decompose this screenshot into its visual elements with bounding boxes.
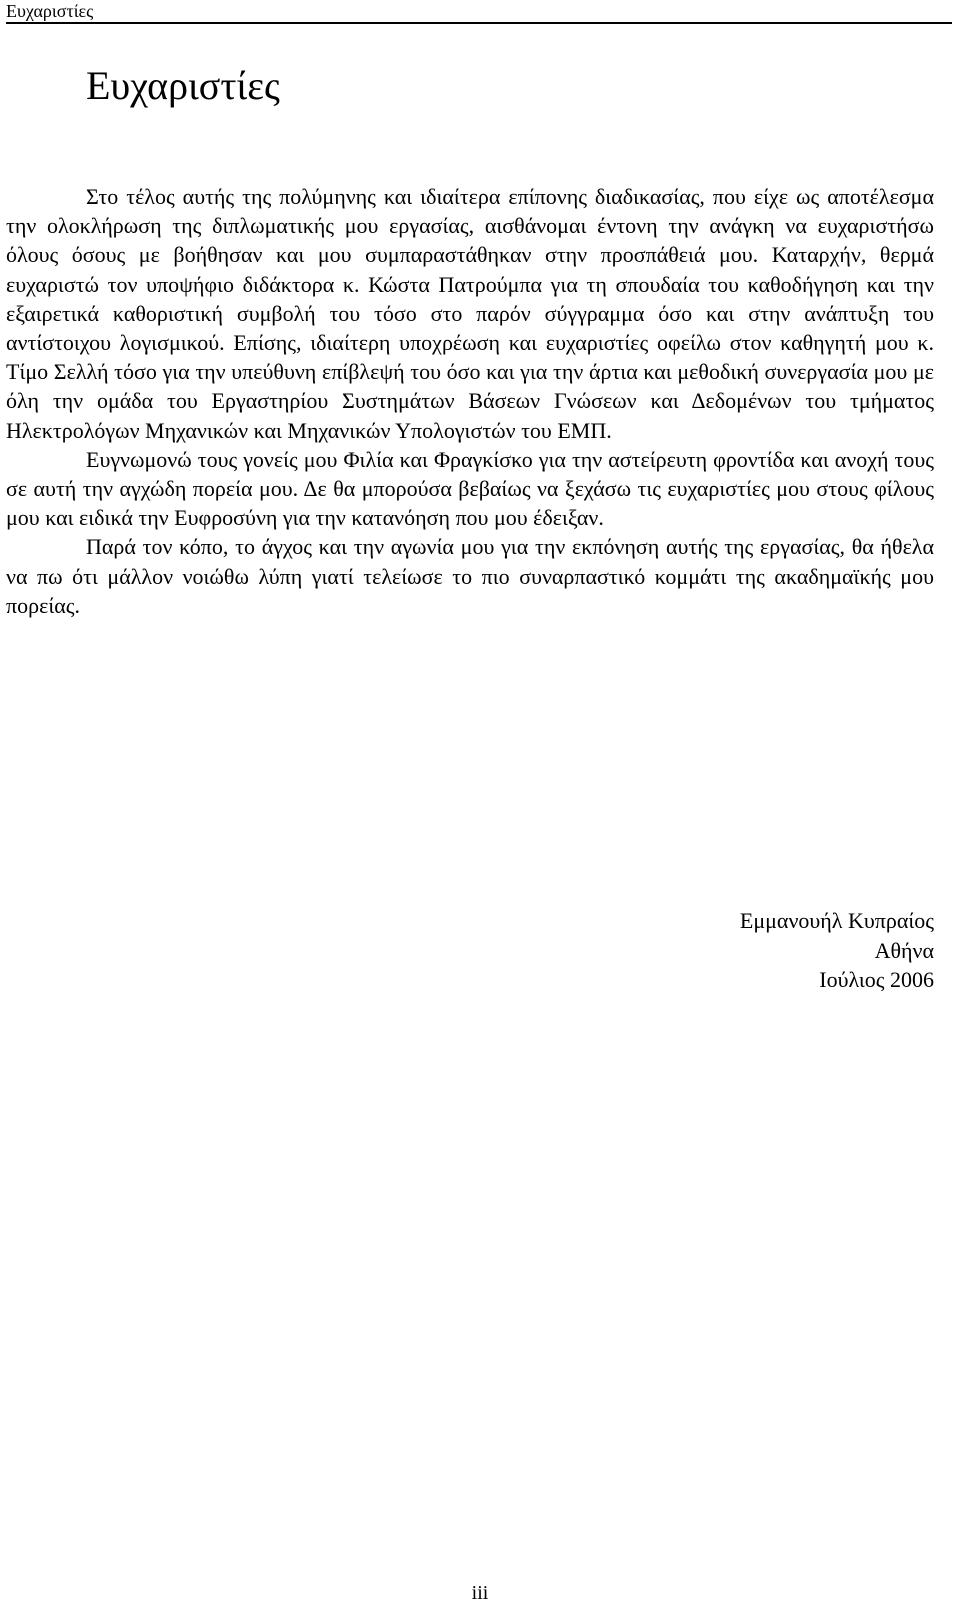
signature-place: Αθήνα xyxy=(874,937,934,963)
paragraph-2: Ευγνωμονώ τους γονείς μου Φιλία και Φραγκίσκο για την αστείρευτη φροντίδα και ανοχή τους σε αυτή την αγχώδη πορεία μου. Δε θα μπορούσα βεβαίως να ξεχάσω τις ευχαριστίες μου στους φίλους μου και ειδικά την Ευφροσύνη για την κατανόηση που μου έδειξαν. xyxy=(6,446,934,531)
running-header xyxy=(6,0,952,24)
page-number: iii xyxy=(471,1582,489,1604)
page-title: Ευχαριστίες xyxy=(86,63,280,108)
paragraph-3: Παρά τον κόπο, το άγχος και την αγωνία μου για την εκπόνηση αυτής της εργασίας, θα ήθελα να πω ότι μάλλον νοιώθω λύπη γιατί τελείωσε το πιο συναρπαστικό κομμάτι της ακαδημαϊκής μου πορείας. xyxy=(6,534,934,618)
running-header-title: Ευχαριστίες xyxy=(6,1,94,21)
signature-block xyxy=(740,906,934,995)
paragraph-1: Στο τέλος αυτής της πολύμηνης και ιδιαίτερα επίπονης διαδικασίας, που είχε ως αποτέλεσμα την ολοκλήρωση της διπλωματικής μου εργασίας, αισθάνομαι έντονη την ανάγκη να ευχαριστήσω όλους όσους με βοήθησαν και μου συμπαραστάθηκαν στην προσπάθειά μου. Καταρχήν, θερμά ευχαριστώ τον υποψήφιο διδάκτορα κ. Κώστα Πατρούμπα για τη σπουδαία του καθοδήγηση και την εξαιρετικά καθοριστική συμβολή του τόσο στο παρόν σύγγραμμα όσο και στην ανάπτυξη του αντίστοιχου λογισμικού. Επίσης, ιδιαίτερη υποχρέωση και ευχαριστίες οφείλω στον καθηγητή μου κ. Τίμο Σελλή τόσο για την υπεύθυνη επίβλεψή του όσο και για την άρτια και μεθοδική συνεργασία μου με όλη την ομάδα του Εργαστηρίου Συστημάτων Βάσεων Γνώσεων και Δεδομένων του τμήματος Ηλεκτρολόγων Μηχανικών και Μηχανικών Υπολογιστών του ΕΜΠ. xyxy=(6,184,934,443)
signature-name: Εμμανουήλ Κυπραίος xyxy=(739,908,934,933)
signature-date: Ιούλιος 2006 xyxy=(819,967,934,992)
acknowledgements-body xyxy=(6,182,934,620)
